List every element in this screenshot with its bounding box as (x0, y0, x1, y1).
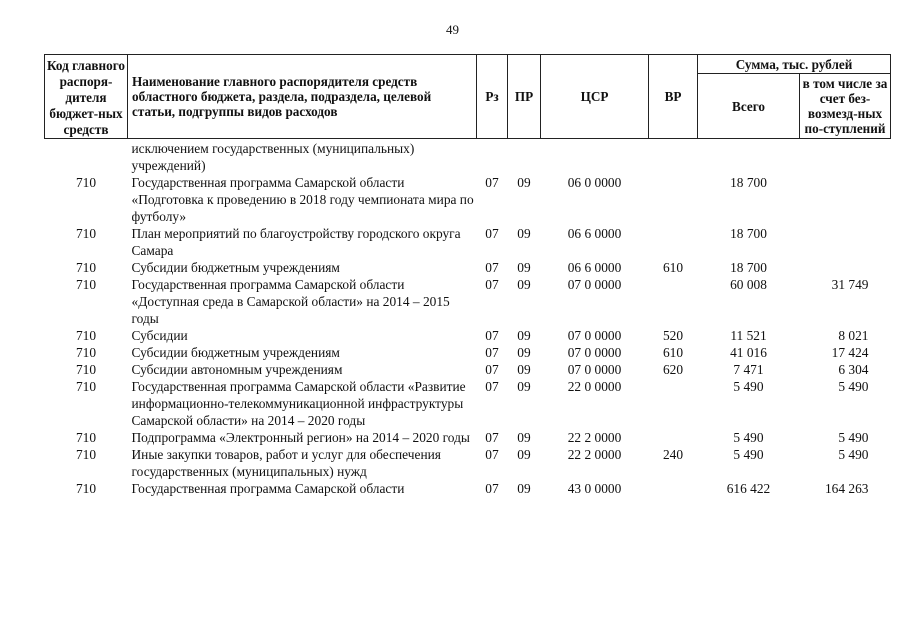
header-incl: в том числе за счет без-возмезд-ных по-ступлений (800, 74, 891, 139)
cell-pr: 09 (517, 379, 531, 394)
cell-name: Государственная программа Самарской области «Доступная среда в Самарской области» на 2014 – 2015 годы (131, 277, 450, 326)
cell-name: Иные закупки товаров, работ и услуг для обеспечения государственных (муниципальных) нужд (131, 447, 441, 479)
table-row (45, 259, 891, 276)
cell-csr: 06 6 0000 (567, 260, 622, 275)
cell-name: Субсидии (131, 328, 188, 343)
cell-total (698, 139, 800, 175)
cell-vr (649, 225, 698, 259)
table-row (45, 361, 891, 378)
page-number: 49 (446, 22, 459, 37)
cell-csr (541, 139, 649, 175)
cell-pr: 09 (517, 430, 531, 445)
cell-name: Государственная программа Самарской области «Развитие информационно-телекоммуникационной инфраструктуры Самарской области» на 2014 – 2020 годы (131, 379, 466, 428)
cell-incl (800, 174, 891, 225)
cell-incl: 17 424 (831, 345, 869, 360)
budget-table (44, 54, 891, 497)
cell-rz: 07 (485, 430, 499, 445)
cell-csr: 22 2 0000 (567, 447, 622, 462)
cell-vr: 240 (662, 447, 684, 462)
cell-code (45, 139, 128, 175)
cell-vr: 520 (662, 328, 684, 343)
cell-csr: 07 0 0000 (567, 328, 622, 343)
header-sum-group: Сумма, тыс. рублей (698, 55, 891, 74)
cell-name: Государственная программа Самарской области «Подготовка к проведению в 2018 году чемпионата мира по футболу» (131, 175, 474, 224)
cell-pr: 09 (517, 226, 531, 241)
cell-csr: 06 0 0000 (567, 175, 622, 190)
cell-name: Субсидии бюджетным учреждениям (131, 345, 340, 360)
header-pr: ПР (508, 55, 541, 139)
cell-vr (649, 429, 698, 446)
cell-rz: 07 (485, 447, 499, 462)
cell-code: 710 (75, 481, 97, 496)
cell-incl (800, 259, 891, 276)
cell-vr (649, 139, 698, 175)
cell-pr: 09 (517, 328, 531, 343)
cell-name: Субсидии автономным учреждениям (131, 362, 343, 377)
header-code: Код главного распоря-дителя бюджет-ных средств (45, 55, 128, 139)
cell-rz: 07 (485, 175, 499, 190)
header-vr: ВР (649, 55, 698, 139)
cell-incl: 6 304 (838, 362, 869, 377)
cell-pr: 09 (517, 260, 531, 275)
cell-name: исключением государственных (муниципальных) учреждений) (131, 141, 415, 173)
cell-code: 710 (75, 328, 97, 343)
cell-csr: 22 2 0000 (567, 430, 622, 445)
cell-name: Государственная программа Самарской области (131, 481, 405, 496)
table-row (45, 378, 891, 429)
table-row (45, 276, 891, 327)
cell-csr: 06 6 0000 (567, 226, 622, 241)
cell-vr (649, 480, 698, 497)
table-row (45, 480, 891, 497)
cell-code: 710 (75, 362, 97, 377)
cell-name: Подпрограмма «Электронный регион» на 2014 – 2020 годы (131, 430, 470, 445)
cell-rz: 07 (485, 260, 499, 275)
cell-name: План мероприятий по благоустройству городского округа Самара (131, 226, 461, 258)
cell-rz: 07 (485, 362, 499, 377)
cell-total: 616 422 (726, 481, 771, 496)
cell-incl (800, 139, 891, 175)
table-row (45, 225, 891, 259)
cell-rz: 07 (485, 226, 499, 241)
cell-total: 7 471 (733, 362, 764, 377)
cell-rz (477, 139, 508, 175)
cell-pr: 09 (517, 481, 531, 496)
cell-vr: 610 (662, 345, 684, 360)
cell-rz: 07 (485, 481, 499, 496)
table-row (45, 327, 891, 344)
table-row (45, 429, 891, 446)
cell-csr: 07 0 0000 (567, 345, 622, 360)
cell-incl: 5 490 (838, 379, 869, 394)
cell-total: 5 490 (733, 379, 764, 394)
cell-incl: 5 490 (838, 447, 869, 462)
cell-code: 710 (75, 430, 97, 445)
cell-vr (649, 276, 698, 327)
header-name: Наименование главного распорядителя средств областного бюджета, раздела, подраздела, целевой статьи, подгруппы видов расходов (128, 55, 477, 139)
cell-code: 710 (75, 345, 97, 360)
header-rz: Рз (477, 55, 508, 139)
cell-csr: 07 0 0000 (567, 362, 622, 377)
cell-pr: 09 (517, 362, 531, 377)
cell-vr (649, 174, 698, 225)
cell-csr: 43 0 0000 (567, 481, 622, 496)
cell-total: 11 521 (730, 328, 767, 343)
cell-incl: 31 749 (831, 277, 869, 292)
cell-pr (508, 139, 541, 175)
cell-rz: 07 (485, 328, 499, 343)
header-csr: ЦСР (541, 55, 649, 139)
cell-total: 18 700 (730, 175, 767, 190)
cell-code: 710 (75, 447, 97, 462)
cell-total: 18 700 (730, 260, 767, 275)
table-row (45, 344, 891, 361)
cell-name: Субсидии бюджетным учреждениям (131, 260, 340, 275)
cell-vr: 620 (662, 362, 684, 377)
cell-rz: 07 (485, 379, 499, 394)
cell-code: 710 (75, 379, 97, 394)
cell-incl: 5 490 (838, 430, 869, 445)
cell-code: 710 (75, 260, 97, 275)
cell-pr: 09 (517, 175, 531, 190)
cell-total: 5 490 (733, 430, 764, 445)
cell-pr: 09 (517, 345, 531, 360)
cell-total: 18 700 (730, 226, 767, 241)
table-row (45, 446, 891, 480)
table-row (45, 174, 891, 225)
cell-vr (649, 378, 698, 429)
table-header (45, 55, 891, 139)
cell-rz: 07 (485, 345, 499, 360)
cell-pr: 09 (517, 447, 531, 462)
cell-total: 60 008 (730, 277, 767, 292)
table-row (45, 139, 891, 175)
cell-incl: 164 263 (824, 481, 869, 496)
cell-total: 5 490 (733, 447, 764, 462)
cell-csr: 07 0 0000 (567, 277, 622, 292)
cell-vr: 610 (662, 260, 684, 275)
cell-rz: 07 (485, 277, 499, 292)
cell-code: 710 (75, 226, 97, 241)
cell-csr: 22 0 0000 (567, 379, 622, 394)
cell-pr: 09 (517, 277, 531, 292)
cell-incl (800, 225, 891, 259)
header-total: Всего (698, 74, 800, 139)
cell-incl: 8 021 (838, 328, 869, 343)
cell-total: 41 016 (730, 345, 767, 360)
cell-code: 710 (75, 277, 97, 292)
table-body (45, 139, 891, 498)
cell-code: 710 (75, 175, 97, 190)
